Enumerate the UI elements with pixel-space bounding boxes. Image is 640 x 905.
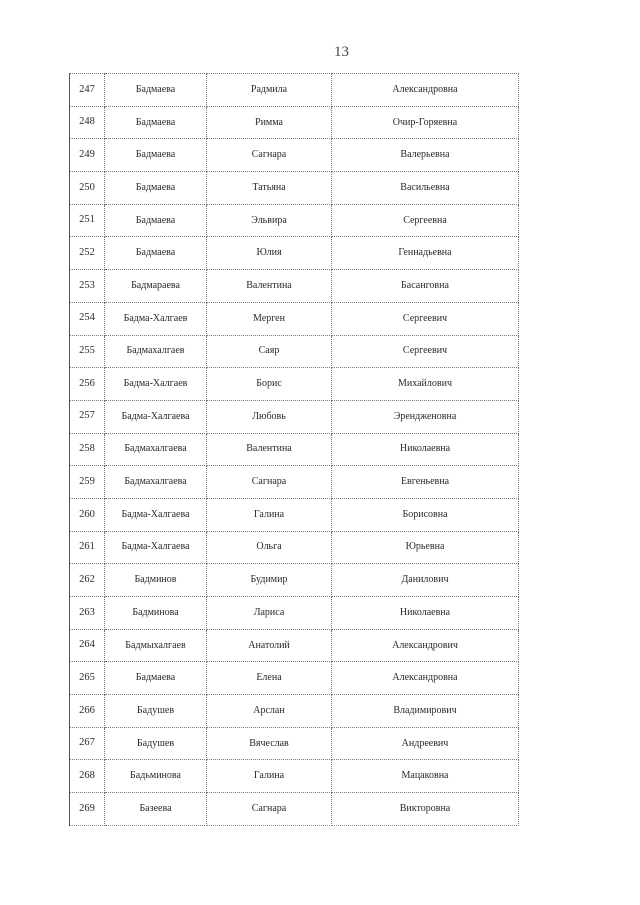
row-number: 254 <box>70 302 105 335</box>
last-name-cell: Бадмараева <box>105 270 207 303</box>
first-name-cell: Валентина <box>207 433 332 466</box>
last-name-cell: Бадмахалгаева <box>105 433 207 466</box>
last-name-cell: Бадмаева <box>105 172 207 205</box>
table-row <box>70 302 519 335</box>
row-number: 261 <box>70 531 105 564</box>
table-row <box>70 531 519 564</box>
table-row <box>70 662 519 695</box>
first-name-cell: Лариса <box>207 597 332 630</box>
last-name-cell: Бадмахалгаев <box>105 335 207 368</box>
first-name-cell: Эльвира <box>207 204 332 237</box>
patronymic-cell: Васильевна <box>332 172 519 205</box>
first-name-cell: Галина <box>207 760 332 793</box>
first-name-cell: Сагнара <box>207 139 332 172</box>
last-name-cell: Бадмыхалгаев <box>105 629 207 662</box>
patronymic-cell: Басанговна <box>332 270 519 303</box>
row-number: 251 <box>70 204 105 237</box>
first-name-cell: Борис <box>207 368 332 401</box>
last-name-cell: Базеева <box>105 793 207 826</box>
patronymic-cell: Михайлович <box>332 368 519 401</box>
table-row <box>70 597 519 630</box>
patronymic-cell: Данилович <box>332 564 519 597</box>
last-name-cell: Бадмахалгаева <box>105 466 207 499</box>
first-name-cell: Юлия <box>207 237 332 270</box>
table-row <box>70 139 519 172</box>
patronymic-cell: Николаевна <box>332 433 519 466</box>
row-number: 267 <box>70 727 105 760</box>
first-name-cell: Будимир <box>207 564 332 597</box>
first-name-cell: Арслан <box>207 695 332 728</box>
last-name-cell: Бадушев <box>105 695 207 728</box>
first-name-cell: Анатолий <box>207 629 332 662</box>
table-row <box>70 204 519 237</box>
first-name-cell: Мерген <box>207 302 332 335</box>
table-row <box>70 74 519 107</box>
table-row <box>70 564 519 597</box>
roster-body <box>70 74 519 826</box>
table-row <box>70 433 519 466</box>
first-name-cell: Галина <box>207 498 332 531</box>
row-number: 253 <box>70 270 105 303</box>
last-name-cell: Бадминова <box>105 597 207 630</box>
last-name-cell: Бадма-Халгаев <box>105 302 207 335</box>
table-row <box>70 793 519 826</box>
first-name-cell: Вячеслав <box>207 727 332 760</box>
row-number: 259 <box>70 466 105 499</box>
first-name-cell: Валентина <box>207 270 332 303</box>
last-name-cell: Бадьминова <box>105 760 207 793</box>
table-row <box>70 237 519 270</box>
patronymic-cell: Юрьевна <box>332 531 519 564</box>
first-name-cell: Саяр <box>207 335 332 368</box>
last-name-cell: Бадмаева <box>105 204 207 237</box>
table-row <box>70 727 519 760</box>
table-row <box>70 760 519 793</box>
table-row <box>70 106 519 139</box>
row-number: 260 <box>70 498 105 531</box>
first-name-cell: Любовь <box>207 400 332 433</box>
patronymic-cell: Сергеевна <box>332 204 519 237</box>
patronymic-cell: Владимирович <box>332 695 519 728</box>
table-row <box>70 335 519 368</box>
row-number: 263 <box>70 597 105 630</box>
roster-table <box>69 73 519 826</box>
last-name-cell: Бадмаева <box>105 106 207 139</box>
table-row <box>70 695 519 728</box>
last-name-cell: Бадма-Халгаева <box>105 531 207 564</box>
last-name-cell: Бадмаева <box>105 237 207 270</box>
patronymic-cell: Очир-Горяевна <box>332 106 519 139</box>
first-name-cell: Радмила <box>207 74 332 107</box>
patronymic-cell: Сергеевич <box>332 302 519 335</box>
patronymic-cell: Эрендженовна <box>332 400 519 433</box>
row-number: 269 <box>70 793 105 826</box>
last-name-cell: Бадмаева <box>105 139 207 172</box>
patronymic-cell: Александровна <box>332 74 519 107</box>
table-row <box>70 400 519 433</box>
patronymic-cell: Александровна <box>332 662 519 695</box>
patronymic-cell: Викторовна <box>332 793 519 826</box>
patronymic-cell: Александрович <box>332 629 519 662</box>
row-number: 257 <box>70 400 105 433</box>
row-number: 268 <box>70 760 105 793</box>
last-name-cell: Бадмаева <box>105 74 207 107</box>
row-number: 262 <box>70 564 105 597</box>
row-number: 249 <box>70 139 105 172</box>
row-number: 266 <box>70 695 105 728</box>
page-number: 13 <box>334 44 349 60</box>
patronymic-cell: Геннадьевна <box>332 237 519 270</box>
patronymic-cell: Борисовна <box>332 498 519 531</box>
patronymic-cell: Мацаковна <box>332 760 519 793</box>
first-name-cell: Елена <box>207 662 332 695</box>
patronymic-cell: Сергеевич <box>332 335 519 368</box>
row-number: 255 <box>70 335 105 368</box>
patronymic-cell: Валерьевна <box>332 139 519 172</box>
table-row <box>70 498 519 531</box>
last-name-cell: Бадмаева <box>105 662 207 695</box>
table-row <box>70 368 519 401</box>
first-name-cell: Татьяна <box>207 172 332 205</box>
first-name-cell: Римма <box>207 106 332 139</box>
last-name-cell: Бадма-Халгаев <box>105 368 207 401</box>
table-row <box>70 270 519 303</box>
first-name-cell: Сагнара <box>207 466 332 499</box>
row-number: 264 <box>70 629 105 662</box>
row-number: 248 <box>70 106 105 139</box>
last-name-cell: Бадма-Халгаева <box>105 400 207 433</box>
row-number: 265 <box>70 662 105 695</box>
patronymic-cell: Евгеньевна <box>332 466 519 499</box>
last-name-cell: Бадушев <box>105 727 207 760</box>
last-name-cell: Бадминов <box>105 564 207 597</box>
first-name-cell: Ольга <box>207 531 332 564</box>
row-number: 250 <box>70 172 105 205</box>
last-name-cell: Бадма-Халгаева <box>105 498 207 531</box>
patronymic-cell: Андреевич <box>332 727 519 760</box>
table-row <box>70 466 519 499</box>
row-number: 256 <box>70 368 105 401</box>
row-number: 247 <box>70 74 105 107</box>
table-row <box>70 629 519 662</box>
table-row <box>70 172 519 205</box>
patronymic-cell: Николаевна <box>332 597 519 630</box>
row-number: 252 <box>70 237 105 270</box>
row-number: 258 <box>70 433 105 466</box>
first-name-cell: Сагнара <box>207 793 332 826</box>
